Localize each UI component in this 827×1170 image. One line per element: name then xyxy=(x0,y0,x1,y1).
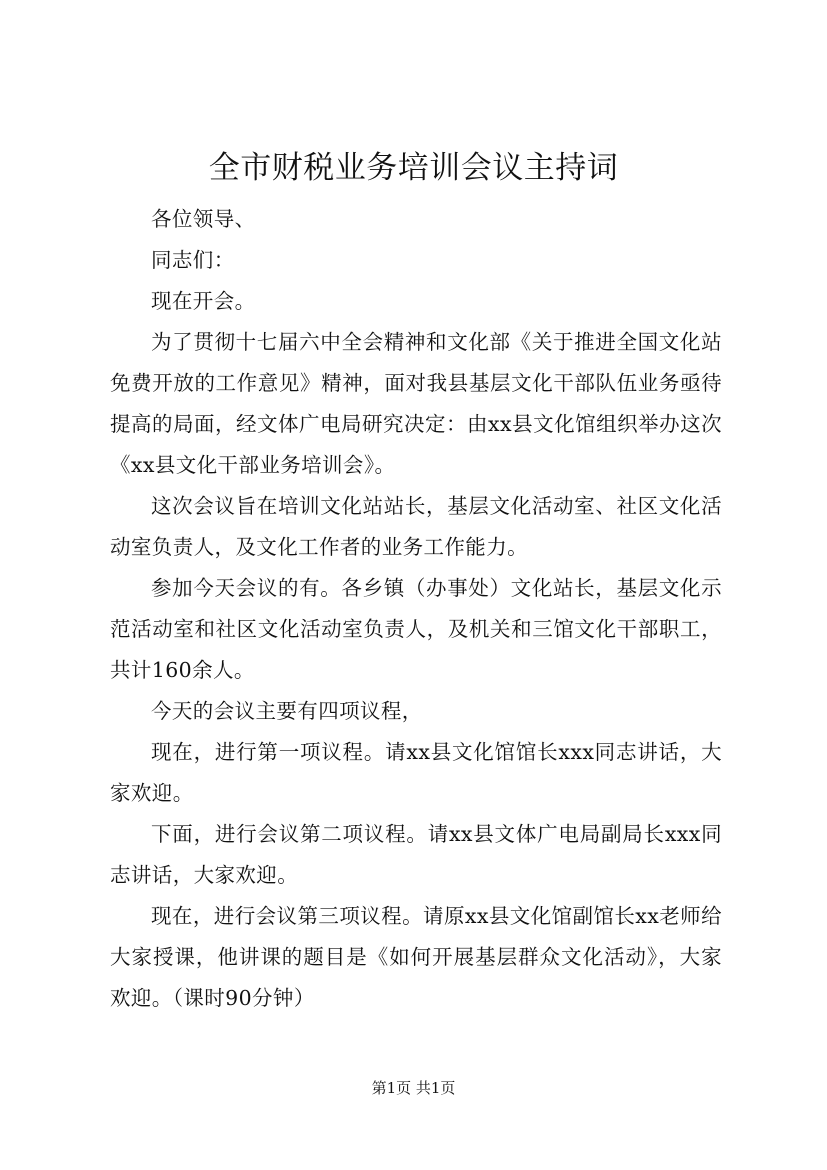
document-title: 全市财税业务培训会议主持词 xyxy=(208,150,619,186)
paragraph-purpose: 为了贯彻十七届六中全会精神和文化部《关于推进全国文化站免费开放的工作意见》精神，面对我县基层文化干部队伍业务亟待提高的局面，经文体广电局研究决定：由xx县文化馆组织举办这次《xx县文化干部业务培训会》。 xyxy=(110,330,722,477)
page-footer: 第1页 共1页 xyxy=(371,1079,456,1097)
paragraph-aim: 这次会议旨在培训文化站站长，基层文化活动室、社区文化活动室负责人，及文化工作者的业务工作能力。 xyxy=(110,494,722,559)
paragraph-greeting-comrades: 同志们： xyxy=(151,248,235,272)
paragraph-agenda-item-1: 现在，进行第一项议程。请xx县文化馆馆长xxx同志讲话，大家欢迎。 xyxy=(110,740,722,805)
paragraph-opening: 现在开会。 xyxy=(151,289,256,313)
paragraph-greeting-leaders: 各位领导、 xyxy=(151,207,256,231)
paragraph-agenda-intro: 今天的会议主要有四项议程， xyxy=(151,699,423,723)
paragraph-agenda-item-2: 下面，进行会议第二项议程。请xx县文体广电局副局长xxx同志讲话，大家欢迎。 xyxy=(110,822,722,887)
document-body xyxy=(110,199,722,1019)
paragraph-attendees: 参加今天会议的有。各乡镇（办事处）文化站长，基层文化示范活动室和社区文化活动室负责人，及机关和三馆文化干部职工，共计160余人。 xyxy=(110,576,722,682)
paragraph-agenda-item-3: 现在，进行会议第三项议程。请原xx县文化馆副馆长xx老师给大家授课，他讲课的题目是《如何开展基层群众文化活动》，大家欢迎。（课时90分钟） xyxy=(110,904,722,1010)
